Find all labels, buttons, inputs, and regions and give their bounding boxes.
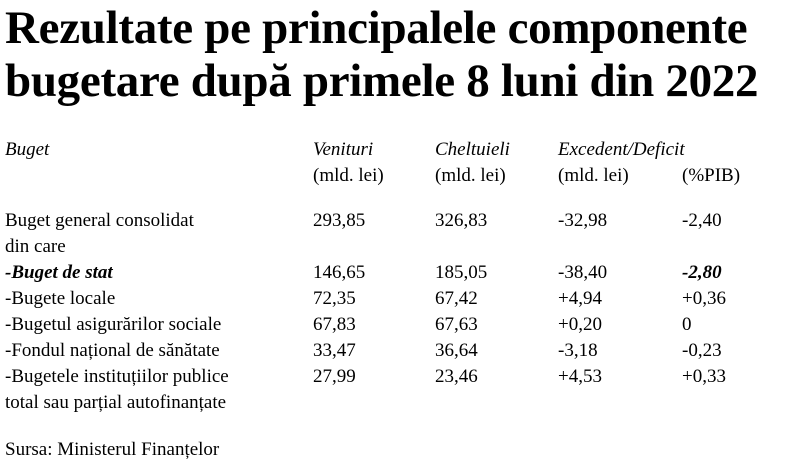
row-cheltuieli: 36,64 <box>435 340 478 361</box>
row-excedent: +4,53 <box>558 366 602 387</box>
row-pib: +0,33 <box>682 366 726 387</box>
row-venituri: 146,65 <box>313 262 366 283</box>
row-pib: 0 <box>682 314 692 335</box>
header-venituri-unit: (mld. lei) <box>313 165 384 186</box>
header-cheltuieli-unit: (mld. lei) <box>435 165 506 186</box>
title-line-2: bugetare după primele 8 luni din 2022 <box>5 55 759 107</box>
title-line-1: Rezultate pe principalele componente <box>5 2 748 54</box>
row-label: -Bugete locale <box>5 288 116 309</box>
header-venituri: Venituri <box>313 139 374 160</box>
row-pib: -2,80 <box>682 262 722 283</box>
row-label: -Fondul național de sănătate <box>5 340 220 361</box>
row-venituri: 27,99 <box>313 366 356 387</box>
row-venituri: 67,83 <box>313 314 356 335</box>
row-venituri: 293,85 <box>313 210 366 231</box>
row-label: total sau parțial autofinanțate <box>5 392 227 413</box>
row-excedent: -3,18 <box>558 340 598 361</box>
row-label: Buget general consolidat <box>5 210 194 231</box>
row-pib: -2,40 <box>682 210 722 231</box>
row-label: -Bugetele instituțiilor publice <box>5 366 229 387</box>
row-cheltuieli: 185,05 <box>435 262 488 283</box>
header-pib-unit: (%PIB) <box>682 165 741 186</box>
row-venituri: 72,35 <box>313 288 356 309</box>
header-buget: Buget <box>5 139 50 160</box>
row-label: -Buget de stat <box>5 262 113 283</box>
page-title <box>5 2 795 108</box>
row-label: din care <box>5 236 66 257</box>
source-note: Sursa: Ministerul Finanțelor <box>5 439 220 460</box>
row-label: -Bugetul asigurărilor sociale <box>5 314 222 335</box>
row-pib: -0,23 <box>682 340 722 361</box>
row-cheltuieli: 23,46 <box>435 366 478 387</box>
row-excedent: +4,94 <box>558 288 602 309</box>
row-pib: +0,36 <box>682 288 726 309</box>
row-venituri: 33,47 <box>313 340 356 361</box>
row-excedent: +0,20 <box>558 314 602 335</box>
row-excedent: -38,40 <box>558 262 608 283</box>
header-excedent: Excedent/Deficit <box>558 139 685 160</box>
row-cheltuieli: 326,83 <box>435 210 488 231</box>
header-excedent-unit: (mld. lei) <box>558 165 629 186</box>
row-cheltuieli: 67,42 <box>435 288 478 309</box>
row-excedent: -32,98 <box>558 210 608 231</box>
header-cheltuieli: Cheltuieli <box>435 139 510 160</box>
row-cheltuieli: 67,63 <box>435 314 478 335</box>
